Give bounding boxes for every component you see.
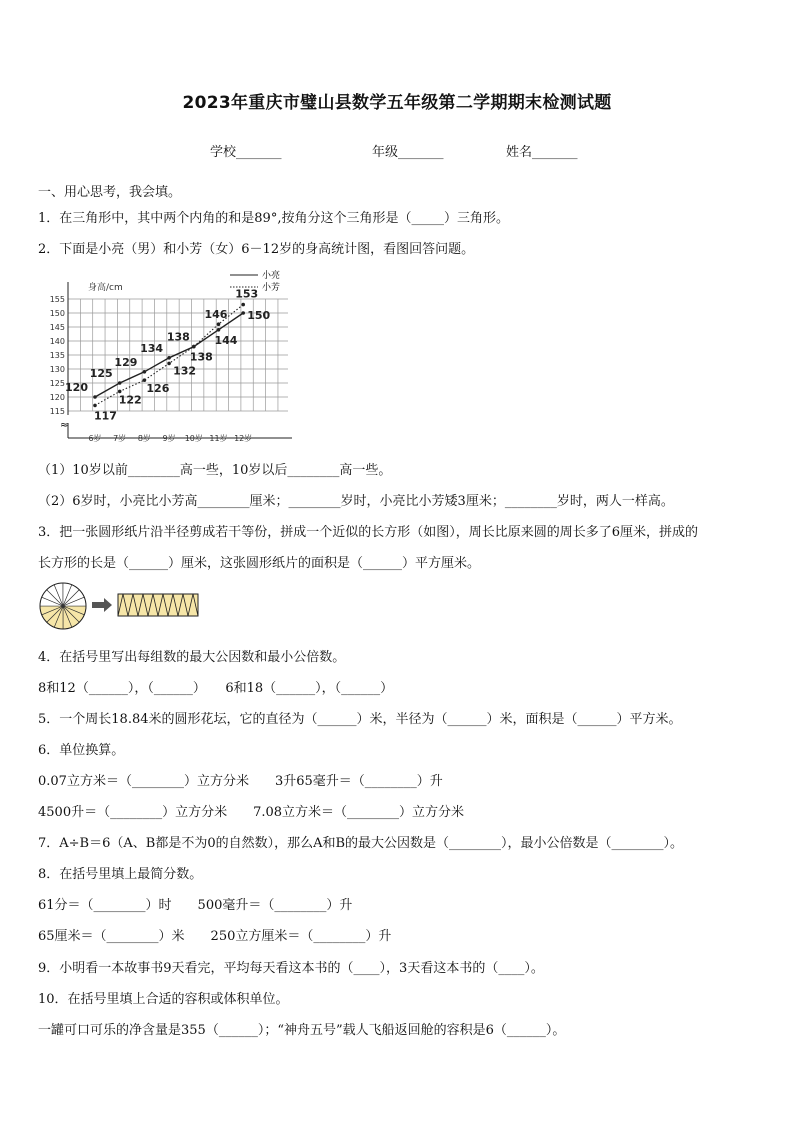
section-heading: 一、用心思考，我会填。 — [38, 185, 182, 200]
data-point — [217, 328, 221, 332]
data-point — [93, 404, 97, 408]
x-tick-label: 7岁 — [113, 434, 127, 443]
page-title: 2023年重庆市璧山县数学五年级第二学期期末检测试题 — [182, 93, 612, 113]
question-6-row-1: 0.07立方米＝（________）立方分米 3升65毫升＝（________）升 — [38, 774, 443, 789]
question-8-row-1: 61分＝（________）时 500毫升＝（________）升 — [38, 898, 353, 913]
question-5: 5．一个周长18.84米的圆形花坛，它的直径为（______）米，半径为（______）米，面积是（______）平方米。 — [38, 712, 682, 727]
axis-break-icon: ≈ — [60, 420, 69, 431]
y-tick-label: 130 — [49, 365, 65, 374]
data-label: 125 — [89, 367, 113, 380]
y-tick-label: 145 — [49, 323, 65, 332]
data-point — [167, 362, 171, 366]
data-point — [241, 303, 245, 307]
question-3-line-2: 长方形的长是（______）厘米，这张圆形纸片的面积是（______）平方厘米。 — [38, 556, 481, 571]
question-3-line-1: 3．把一张圆形纸片沿半径剪成若干等份，拼成一个近似的长方形（如图），周长比原来圆的周长多了6厘米，拼成的 — [38, 525, 699, 540]
question-4-items: 8和12（______），（______） 6和18（______），（______） — [38, 681, 394, 696]
question-8-row-2: 65厘米＝（________）米 250立方厘米＝（________）升 — [38, 929, 392, 944]
y-tick-label: 135 — [49, 351, 65, 360]
x-tick-label: 10岁 — [184, 434, 203, 443]
question-6-row-2: 4500升＝（________）立方分米 7.08立方米＝（________）立方分米 — [38, 805, 465, 820]
question-10-items: 一罐可口可乐的净含量是355（______）；“神舟五号”载人飞船返回舱的容积是6（______）。 — [38, 1023, 566, 1038]
data-label: 138 — [166, 330, 190, 344]
data-point — [118, 381, 122, 385]
question-1: 1．在三角形中，其中两个内角的和是89°,按角分这个三角形是（_____）三角形。 — [38, 211, 509, 226]
data-label: 120 — [65, 381, 88, 394]
data-label: 122 — [118, 393, 142, 407]
name-field[interactable]: 姓名_______ — [506, 145, 578, 160]
question-2: 2．下面是小亮（男）和小芳（女）6－12岁的身高统计图，看图回答问题。 — [38, 242, 475, 257]
data-point — [217, 322, 221, 326]
x-tick-label: 6岁 — [88, 434, 102, 443]
y-tick-label: 155 — [49, 295, 65, 304]
question-8: 8．在括号里填上最简分数。 — [38, 867, 203, 882]
data-label: 150 — [247, 309, 271, 322]
arrow-icon — [92, 598, 112, 612]
arrow-shape — [92, 598, 112, 612]
data-point — [167, 356, 171, 360]
data-label: 153 — [235, 287, 259, 301]
legend-label-xiaoliang: 小亮 — [262, 271, 281, 281]
x-tick-label: 9岁 — [162, 434, 176, 443]
circle-to-rectangle-figure — [38, 581, 210, 633]
x-tick-label: 12岁 — [234, 434, 253, 443]
approx-rectangle — [118, 594, 198, 616]
school-field[interactable]: 学校_______ — [210, 145, 282, 160]
x-tick-label: 11岁 — [209, 434, 228, 443]
y-tick-label: 120 — [49, 393, 65, 402]
circle-sectors — [40, 583, 86, 629]
y-axis-label: 身高/cm — [88, 283, 123, 293]
data-label: 134 — [140, 341, 164, 355]
y-tick-label: 125 — [49, 379, 65, 388]
data-label: 146 — [204, 308, 228, 322]
data-point — [93, 395, 97, 399]
question-6: 6．单位换算。 — [38, 743, 125, 758]
data-point — [143, 370, 147, 374]
data-label: 144 — [214, 333, 238, 347]
question-9: 9．小明看一本故事书9天看完，平均每天看这本书的（____），3天看这本书的（____）。 — [38, 961, 544, 976]
y-tick-label: 150 — [49, 309, 65, 318]
data-label: 138 — [189, 350, 213, 364]
grade-field[interactable]: 年级_______ — [372, 145, 444, 160]
legend-label-xiaofang: 小芳 — [262, 283, 281, 293]
data-point — [192, 345, 196, 349]
rectangle-outline — [118, 594, 198, 616]
question-10: 10．在括号里填上合适的容积或体积单位。 — [38, 992, 289, 1007]
data-point — [241, 311, 245, 315]
data-label: 126 — [146, 382, 170, 396]
question-7: 7．A÷B＝6（A、B都是不为0的自然数），那么A和B的最大公因数是（________），最小公倍数是（________）。 — [38, 836, 684, 851]
height-line-chart — [38, 266, 300, 444]
data-label: 132 — [173, 364, 197, 378]
question-4: 4．在括号里写出每组数的最大公因数和最小公倍数。 — [38, 650, 346, 665]
y-tick-label: 115 — [49, 407, 65, 416]
question-2-part-2: （2）6岁时，小亮比小芳高________厘米；________岁时，小亮比小芳矮3厘米；________岁时，两人一样高。 — [38, 494, 674, 509]
data-label: 129 — [114, 355, 138, 369]
x-tick-label: 8岁 — [137, 434, 151, 443]
y-tick-label: 140 — [49, 337, 65, 346]
question-2-part-1: （1）10岁以前________高一些，10岁以后________高一些。 — [38, 463, 392, 478]
data-label: 117 — [94, 409, 117, 423]
